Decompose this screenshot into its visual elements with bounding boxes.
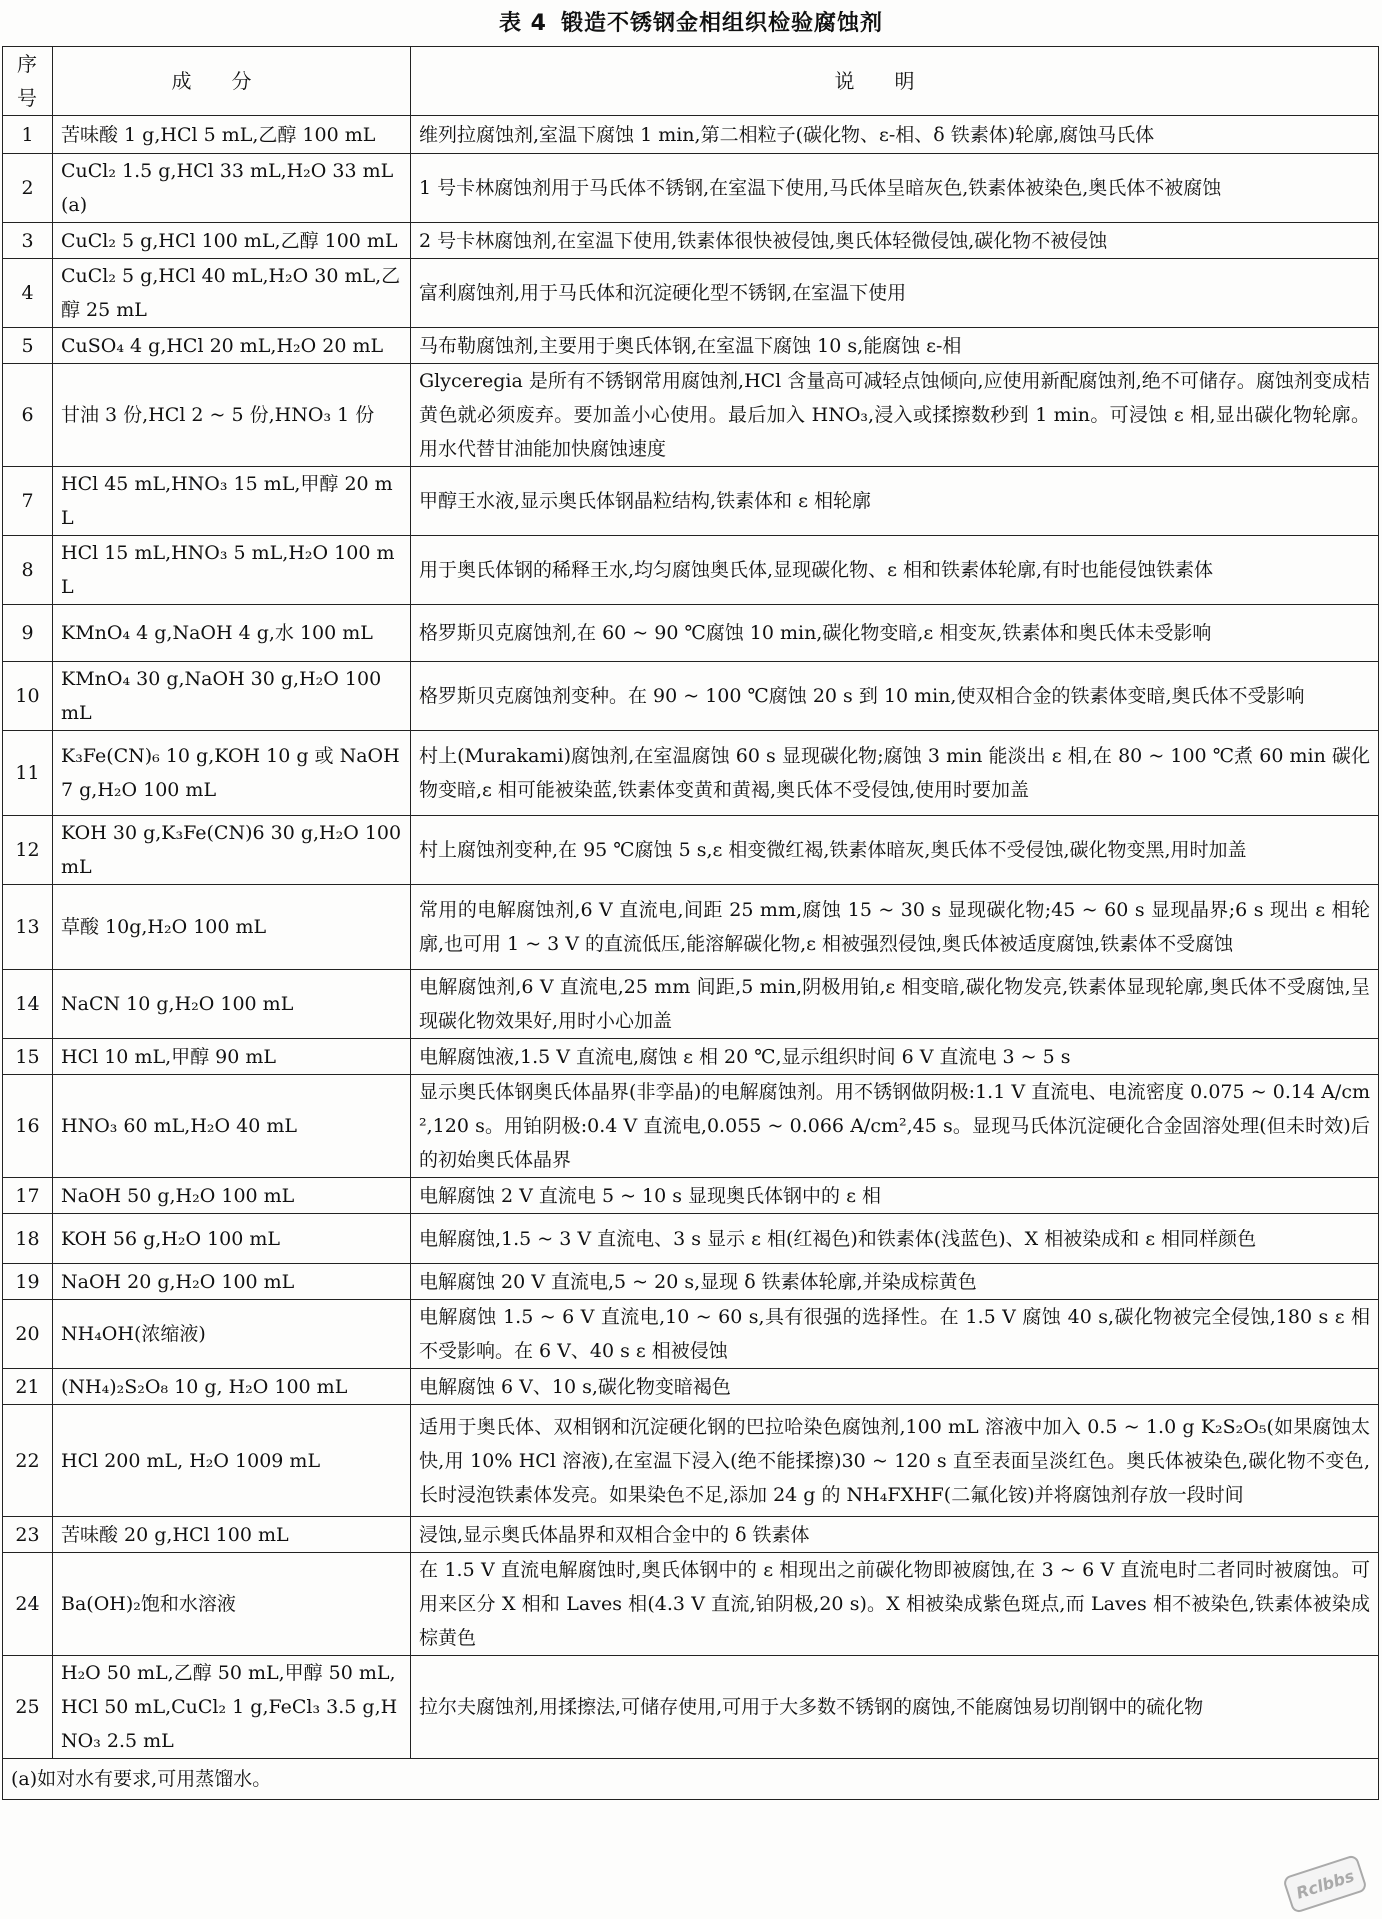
- row-composition: HCl 45 mL,HNO₃ 15 mL,甲醇 20 mL: [53, 467, 411, 536]
- row-number: 17: [3, 1178, 53, 1214]
- row-composition: CuSO₄ 4 g,HCl 20 mL,H₂O 20 mL: [53, 328, 411, 364]
- row-composition: HNO₃ 60 mL,H₂O 40 mL: [53, 1075, 411, 1178]
- row-description: 显示奥氏体钢奥氏体晶界(非孪晶)的电解腐蚀剂。用不锈钢做阴极:1.1 V 直流电、电流密度 0.075 ~ 0.14 A/cm²,120 s。用铂阴极:0.4 V 直流电,0.055 ~ 0.066 A/cm²,45 s。显现马氏体沉淀硬化合金固溶处理(但未时效)后的初始奥氏体晶界: [411, 1075, 1379, 1178]
- row-description: 电解腐蚀 2 V 直流电 5 ~ 10 s 显现奥氏体钢中的 ε 相: [411, 1178, 1379, 1214]
- row-composition: NaOH 50 g,H₂O 100 mL: [53, 1178, 411, 1214]
- row-number: 6: [3, 364, 53, 467]
- row-composition: HCl 10 mL,甲醇 90 mL: [53, 1039, 411, 1075]
- header-description: 说明: [411, 47, 1379, 116]
- table-row: [3, 1656, 1379, 1759]
- row-description: 常用的电解腐蚀剂,6 V 直流电,间距 25 mm,腐蚀 15 ~ 30 s 显现碳化物;45 ~ 60 s 显现晶界;6 s 现出 ε 相轮廓,也可用 1 ~ 3 V 的直流低压,能溶解碳化物,ε 相被强烈侵蚀,奥氏体被适度腐蚀,铁素体不受腐蚀: [411, 885, 1379, 970]
- row-composition: KOH 30 g,K₃Fe(CN)6 30 g,H₂O 100 mL: [53, 816, 411, 885]
- row-description: 村上腐蚀剂变种,在 95 ℃腐蚀 5 s,ε 相变微红褐,铁素体暗灰,奥氏体不受侵蚀,碳化物变黑,用时加盖: [411, 816, 1379, 885]
- row-number: 8: [3, 536, 53, 605]
- row-description: 马布勒腐蚀剂,主要用于奥氏体钢,在室温下腐蚀 10 s,能腐蚀 ε-相: [411, 328, 1379, 364]
- row-description: 电解腐蚀剂,6 V 直流电,25 mm 间距,5 min,阴极用铂,ε 相变暗,碳化物发亮,铁素体显现轮廓,奥氏体不受腐蚀,呈现碳化物效果好,用时小心加盖: [411, 970, 1379, 1039]
- row-description: 村上(Murakami)腐蚀剂,在室温腐蚀 60 s 显现碳化物;腐蚀 3 min 能淡出 ε 相,在 80 ~ 100 ℃煮 60 min 碳化物变暗,ε 相可能被染蓝,铁素体变黄和黄褐,奥氏体不受侵蚀,使用时要加盖: [411, 731, 1379, 816]
- row-description: 维列拉腐蚀剂,室温下腐蚀 1 min,第二相粒子(碳化物、ε-相、δ 铁素体)轮廓,腐蚀马氏体: [411, 116, 1379, 154]
- row-description: 拉尔夫腐蚀剂,用揉擦法,可储存使用,可用于大多数不锈钢的腐蚀,不能腐蚀易切削钢中的硫化物: [411, 1656, 1379, 1759]
- table-row: [3, 1075, 1379, 1178]
- row-description: Glyceregia 是所有不锈钢常用腐蚀剂,HCl 含量高可减轻点蚀倾向,应使用新配腐蚀剂,绝不可储存。腐蚀剂变成桔黄色就必须废弃。要加盖小心使用。最后加入 HNO₃,浸入或揉擦数秒到 1 min。可浸蚀 ε 相,显出碳化物轮廓。用水代替甘油能加快腐蚀速度: [411, 364, 1379, 467]
- row-number: 16: [3, 1075, 53, 1178]
- table-row: [3, 1214, 1379, 1264]
- table-row: [3, 885, 1379, 970]
- row-number: 5: [3, 328, 53, 364]
- row-composition: KOH 56 g,H₂O 100 mL: [53, 1214, 411, 1264]
- row-composition: (NH₄)₂S₂O₈ 10 g, H₂O 100 mL: [53, 1369, 411, 1405]
- row-number: 25: [3, 1656, 53, 1759]
- table-number: 表 4: [499, 11, 547, 36]
- row-composition: Ba(OH)₂饱和水溶液: [53, 1553, 411, 1656]
- table-title: [0, 6, 1382, 37]
- row-number: 3: [3, 223, 53, 259]
- row-description: 格罗斯贝克腐蚀剂,在 60 ~ 90 ℃腐蚀 10 min,碳化物变暗,ε 相变灰,铁素体和奥氏体未受影响: [411, 605, 1379, 662]
- row-composition: CuCl₂ 5 g,HCl 40 mL,H₂O 30 mL,乙醇 25 mL: [53, 259, 411, 328]
- row-composition: 苦味酸 20 g,HCl 100 mL: [53, 1517, 411, 1553]
- row-composition: 苦味酸 1 g,HCl 5 mL,乙醇 100 mL: [53, 116, 411, 154]
- table-row: [3, 1264, 1379, 1300]
- row-description: 格罗斯贝克腐蚀剂变种。在 90 ~ 100 ℃腐蚀 20 s 到 10 min,使双相合金的铁素体变暗,奥氏体不受影响: [411, 662, 1379, 731]
- row-composition: HCl 200 mL, H₂O 1009 mL: [53, 1405, 411, 1517]
- row-number: 2: [3, 154, 53, 223]
- footnote-row: [3, 1759, 1379, 1800]
- table-row: [3, 116, 1379, 154]
- row-number: 11: [3, 731, 53, 816]
- row-number: 12: [3, 816, 53, 885]
- row-description: 电解腐蚀 20 V 直流电,5 ~ 20 s,显现 δ 铁素体轮廓,并染成棕黄色: [411, 1264, 1379, 1300]
- row-composition: CuCl₂ 5 g,HCl 100 mL,乙醇 100 mL: [53, 223, 411, 259]
- row-composition: KMnO₄ 4 g,NaOH 4 g,水 100 mL: [53, 605, 411, 662]
- row-number: 9: [3, 605, 53, 662]
- table-caption: 锻造不锈钢金相组织检验腐蚀剂: [560, 11, 883, 36]
- row-number: 1: [3, 116, 53, 154]
- table-row: [3, 1369, 1379, 1405]
- watermark-stamp: Rclbbs: [1282, 1854, 1368, 1914]
- row-number: 14: [3, 970, 53, 1039]
- table-row: [3, 364, 1379, 467]
- table-row: [3, 154, 1379, 223]
- table-row: [3, 970, 1379, 1039]
- table-row: [3, 816, 1379, 885]
- row-description: 电解腐蚀 6 V、10 s,碳化物变暗褐色: [411, 1369, 1379, 1405]
- table-row: [3, 1300, 1379, 1369]
- table-row: [3, 1553, 1379, 1656]
- row-composition: NaCN 10 g,H₂O 100 mL: [53, 970, 411, 1039]
- row-description: 甲醇王水液,显示奥氏体钢晶粒结构,铁素体和 ε 相轮廓: [411, 467, 1379, 536]
- row-number: 10: [3, 662, 53, 731]
- table-row: [3, 731, 1379, 816]
- table-row: [3, 1178, 1379, 1214]
- row-description: 用于奥氏体钢的稀释王水,均匀腐蚀奥氏体,显现碳化物、ε 相和铁素体轮廓,有时也能侵蚀铁素体: [411, 536, 1379, 605]
- row-number: 24: [3, 1553, 53, 1656]
- table-row: [3, 223, 1379, 259]
- row-description: 电解腐蚀液,1.5 V 直流电,腐蚀 ε 相 20 ℃,显示组织时间 6 V 直流电 3 ~ 5 s: [411, 1039, 1379, 1075]
- row-description: 适用于奥氏体、双相钢和沉淀硬化钢的巴拉哈染色腐蚀剂,100 mL 溶液中加入 0.5 ~ 1.0 g K₂S₂O₅(如果腐蚀太快,用 10% HCl 溶液),在室温下浸入(绝不能揉擦)30 ~ 120 s 直至表面呈淡红色。奥氏体被染色,碳化物不变色,长时浸泡铁素体发亮。如果染色不足,添加 24 g 的 NH₄FXHF(二氟化铵)并将腐蚀剂存放一段时间: [411, 1405, 1379, 1517]
- row-number: 20: [3, 1300, 53, 1369]
- row-composition: HCl 15 mL,HNO₃ 5 mL,H₂O 100 mL: [53, 536, 411, 605]
- row-composition: 甘油 3 份,HCl 2 ~ 5 份,HNO₃ 1 份: [53, 364, 411, 467]
- table-row: [3, 1039, 1379, 1075]
- table-footnote: (a)如对水有要求,可用蒸馏水。: [3, 1759, 1379, 1800]
- table-row: [3, 467, 1379, 536]
- row-description: 浸蚀,显示奥氏体晶界和双相合金中的 δ 铁素体: [411, 1517, 1379, 1553]
- row-number: 19: [3, 1264, 53, 1300]
- row-number: 15: [3, 1039, 53, 1075]
- table-row: [3, 328, 1379, 364]
- table-row: [3, 1405, 1379, 1517]
- row-number: 23: [3, 1517, 53, 1553]
- row-description: 1 号卡林腐蚀剂用于马氏体不锈钢,在室温下使用,马氏体呈暗灰色,铁素体被染色,奥氏体不被腐蚀: [411, 154, 1379, 223]
- row-description: 电解腐蚀,1.5 ~ 3 V 直流电、3 s 显示 ε 相(红褐色)和铁素体(浅蓝色)、X 相被染成和 ε 相同样颜色: [411, 1214, 1379, 1264]
- row-composition: NaOH 20 g,H₂O 100 mL: [53, 1264, 411, 1300]
- row-composition: 草酸 10g,H₂O 100 mL: [53, 885, 411, 970]
- row-composition: CuCl₂ 1.5 g,HCl 33 mL,H₂O 33 mL(a): [53, 154, 411, 223]
- table-header-row: [3, 47, 1379, 116]
- header-no: 序号: [3, 47, 53, 116]
- row-number: 22: [3, 1405, 53, 1517]
- etchant-table: [2, 46, 1379, 1800]
- row-composition: KMnO₄ 30 g,NaOH 30 g,H₂O 100 mL: [53, 662, 411, 731]
- table-row: [3, 1517, 1379, 1553]
- row-description: 富利腐蚀剂,用于马氏体和沉淀硬化型不锈钢,在室温下使用: [411, 259, 1379, 328]
- row-composition: H₂O 50 mL,乙醇 50 mL,甲醇 50 mL,HCl 50 mL,CuCl₂ 1 g,FeCl₃ 3.5 g,HNO₃ 2.5 mL: [53, 1656, 411, 1759]
- table-row: [3, 536, 1379, 605]
- row-description: 2 号卡林腐蚀剂,在室温下使用,铁素体很快被侵蚀,奥氏体轻微侵蚀,碳化物不被侵蚀: [411, 223, 1379, 259]
- row-number: 13: [3, 885, 53, 970]
- table-row: [3, 605, 1379, 662]
- row-composition: NH₄OH(浓缩液): [53, 1300, 411, 1369]
- table-row: [3, 662, 1379, 731]
- row-number: 18: [3, 1214, 53, 1264]
- row-number: 7: [3, 467, 53, 536]
- table-row: [3, 259, 1379, 328]
- row-number: 21: [3, 1369, 53, 1405]
- row-number: 4: [3, 259, 53, 328]
- header-composition: 成分: [53, 47, 411, 116]
- row-composition: K₃Fe(CN)₆ 10 g,KOH 10 g 或 NaOH 7 g,H₂O 100 mL: [53, 731, 411, 816]
- row-description: 电解腐蚀 1.5 ~ 6 V 直流电,10 ~ 60 s,具有很强的选择性。在 1.5 V 腐蚀 40 s,碳化物被完全侵蚀,180 s ε 相不受影响。在 6 V、40 s ε 相被侵蚀: [411, 1300, 1379, 1369]
- row-description: 在 1.5 V 直流电解腐蚀时,奥氏体钢中的 ε 相现出之前碳化物即被腐蚀,在 3 ~ 6 V 直流电时二者同时被腐蚀。可用来区分 X 相和 Laves 相(4.3 V 直流,铂阴极,20 s)。X 相被染成紫色斑点,而 Laves 相不被染色,铁素体被染成棕黄色: [411, 1553, 1379, 1656]
